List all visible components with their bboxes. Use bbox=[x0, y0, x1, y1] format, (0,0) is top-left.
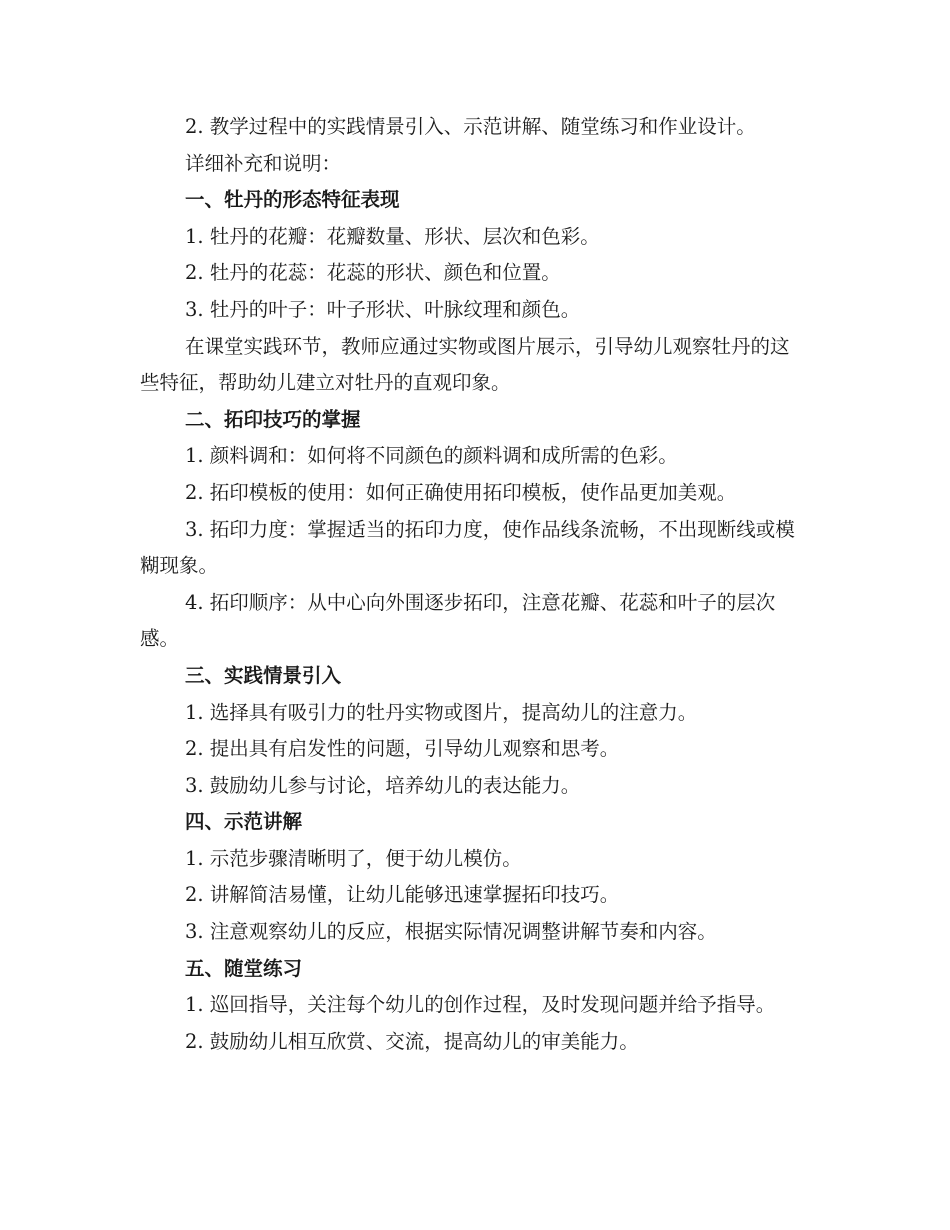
section-heading-4: 四、示范讲解 bbox=[185, 810, 303, 834]
section-heading-5: 五、随堂练习 bbox=[185, 956, 303, 980]
list-item: 2. 教学过程中的实践情景引入、示范讲解、随堂练习和作业设计。 bbox=[185, 115, 756, 138]
list-item: 2. 讲解简洁易懂，让幼儿能够迅速掌握拓印技巧。 bbox=[185, 883, 620, 907]
paragraph: 在课堂实践环节，教师应通过实物或图片展示，引导幼儿观察牡丹的这些特征，帮助幼儿建立对牡丹的直观印象。 bbox=[140, 334, 790, 395]
list-item: 2. 牡丹的花蕊：花蕊的形状、颜色和位置。 bbox=[185, 261, 561, 285]
list-item: 1. 颜料调和：如何将不同颜色的颜料调和成所需的色彩。 bbox=[185, 444, 678, 468]
section-heading-2: 二、拓印技巧的掌握 bbox=[185, 407, 361, 431]
document-body bbox=[140, 109, 830, 1060]
list-item: 3. 拓印力度：掌握适当的拓印力度，使作品线条流畅，不出现断线或模糊现象。 bbox=[140, 517, 795, 578]
list-item: 1. 选择具有吸引力的牡丹实物或图片，提高幼儿的注意力。 bbox=[185, 700, 698, 724]
list-item: 2. 提出具有启发性的问题，引导幼儿观察和思考。 bbox=[185, 737, 620, 761]
list-item: 3. 牡丹的叶子：叶子形状、叶脉纹理和颜色。 bbox=[185, 297, 581, 321]
list-item: 1. 牡丹的花瓣：花瓣数量、形状、层次和色彩。 bbox=[185, 224, 600, 248]
section-intro: 详细补充和说明： bbox=[185, 151, 342, 175]
section-heading-1: 一、牡丹的形态特征表现 bbox=[185, 188, 400, 212]
list-item: 1. 巡回指导，关注每个幼儿的创作过程，及时发现问题并给予指导。 bbox=[185, 993, 776, 1017]
list-item: 4. 拓印顺序：从中心向外围逐步拓印，注意花瓣、花蕊和叶子的层次感。 bbox=[140, 590, 776, 651]
list-item: 3. 鼓励幼儿参与讨论，培养幼儿的表达能力。 bbox=[185, 773, 581, 797]
section-heading-3: 三、实践情景引入 bbox=[185, 663, 342, 687]
list-item: 2. 拓印模板的使用：如何正确使用拓印模板，使作品更加美观。 bbox=[185, 480, 737, 504]
list-item: 1. 示范步骤清晰明了，便于幼儿模仿。 bbox=[185, 846, 522, 870]
list-item: 3. 注意观察幼儿的反应，根据实际情况调整讲解节奏和内容。 bbox=[185, 920, 717, 944]
list-item: 2. 鼓励幼儿相互欣赏、交流，提高幼儿的审美能力。 bbox=[185, 1029, 639, 1053]
